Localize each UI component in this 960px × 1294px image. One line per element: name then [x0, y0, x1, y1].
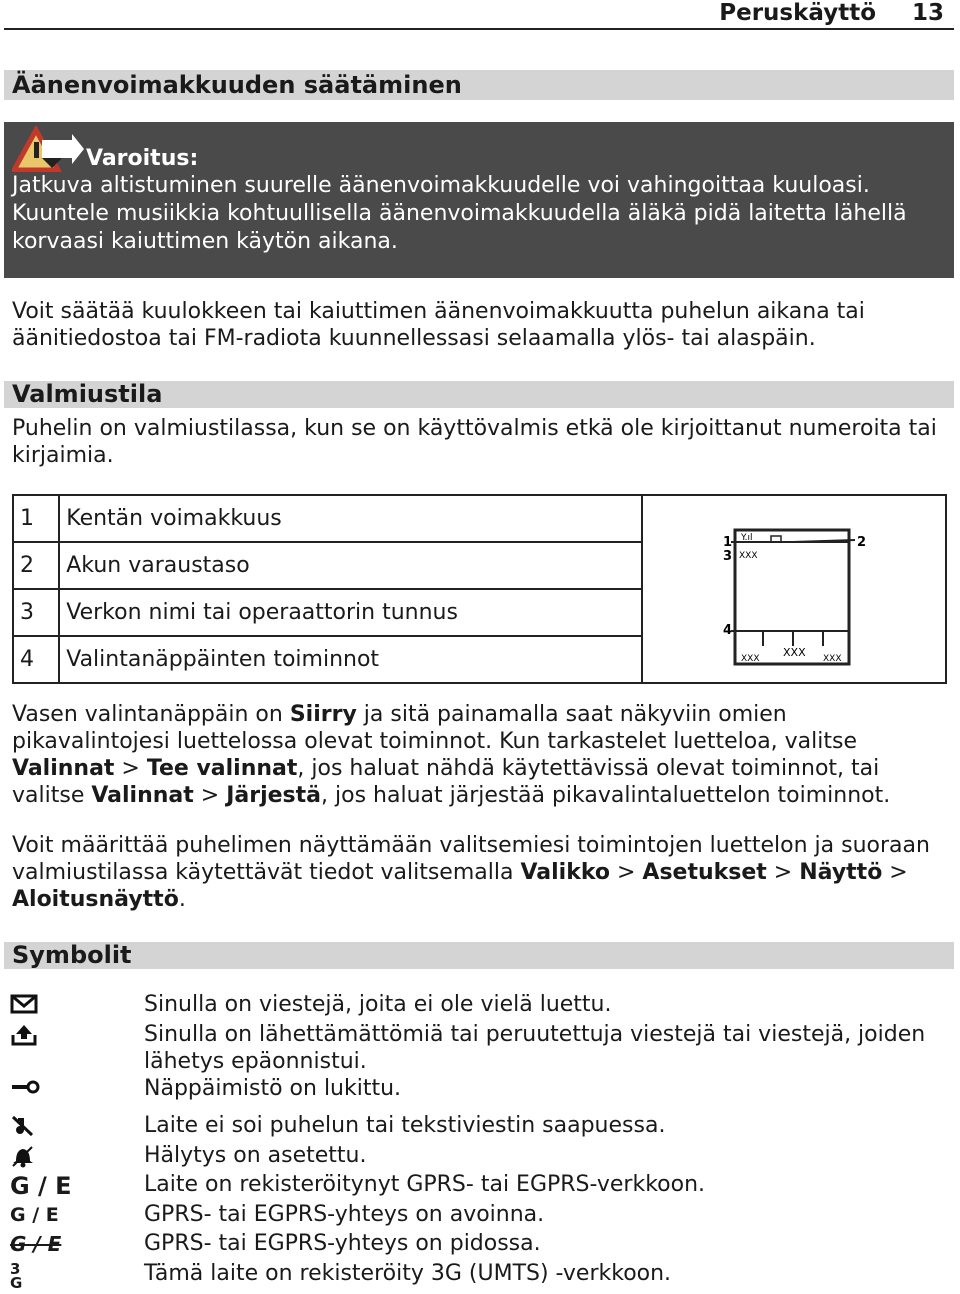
- aloitusnaytto-term: Aloitusnäyttö: [12, 887, 179, 912]
- page-header: [4, 0, 954, 30]
- symbol-row: [0, 991, 960, 1021]
- item-label: Valintanäppäinten toiminnot: [59, 636, 642, 683]
- valinnat-term: Valinnat: [12, 756, 115, 781]
- volume-heading: Äänenvoimakkuuden säätäminen: [4, 70, 954, 100]
- callout-3: 3: [723, 549, 733, 564]
- symbol-row: [0, 1021, 960, 1079]
- symbol-description: Tämä laite on rekisteröity 3G (UMTS) -verkkoon.: [144, 1261, 672, 1286]
- outbox-icon: [10, 1023, 80, 1049]
- symbol-description: Laite on rekisteröitynyt GPRS- tai EGPRS-verkkoon.: [144, 1172, 706, 1197]
- key-icon: [10, 1077, 80, 1103]
- gprs-registered-icon: G / E: [10, 1172, 72, 1200]
- symbol-description: Näppäimistö on lukittu.: [144, 1076, 402, 1101]
- warning-title: Varoitus:: [86, 146, 199, 171]
- symbol-row: [0, 1142, 960, 1172]
- item-number: 3: [13, 589, 59, 636]
- softkey-paragraph: Vasen valintanäppäin on Siirry ja sitä painamalla saat näkyviin omien pikavalintojesi luettelossa olevat toiminnot. Kun tarkastelet luetteloa, valitse Valinnat > Tee valinnat, jos haluat nähdä käytettävissä olevat toiminnot, tai valitse Valinnat > Järjestä, jos haluat järjestää pikavalintaluettelon toiminnot.: [12, 702, 891, 808]
- display-settings-paragraph: Voit määrittää puhelimen näyttämään valitsemiesi toimintojen luettelon ja suoraan valmiustilassa käytettävät tiedot valitsemalla Valikko > Asetukset > Näyttö > Aloitusnäyttö.: [12, 833, 930, 912]
- alarm-icon: [10, 1144, 80, 1170]
- symbol-description: Hälytys on asetettu.: [144, 1143, 367, 1168]
- standby-screen-diagram: [643, 496, 939, 676]
- jarjesta-term: Järjestä: [226, 783, 322, 808]
- envelope-icon: [10, 993, 80, 1019]
- warning-icon: [12, 126, 84, 176]
- item-label: Akun varaustaso: [59, 542, 642, 589]
- symbols-heading: Symbolit: [4, 942, 954, 969]
- table-row: [13, 495, 946, 542]
- callout-1: 1: [723, 535, 733, 550]
- volume-body: Voit säätää kuulokkeen tai kaiuttimen äänenvoimakkuutta puhelun aikana tai äänitiedostoa tai FM-radiota kuunnellessasi selaamalla ylös- tai alaspäin.: [12, 299, 865, 351]
- item-number: 4: [13, 636, 59, 683]
- section-title: Peruskäyttö: [719, 0, 876, 26]
- naytto-term: Näyttö: [799, 860, 883, 885]
- item-label: Kentän voimakkuus: [59, 495, 642, 542]
- gprs-open-icon: G / E: [10, 1204, 59, 1226]
- svg-text:Y.ıl: Y.ıl: [741, 533, 753, 543]
- symbol-description: Laite ei soi puhelun tai tekstiviestin saapuessa.: [144, 1113, 666, 1138]
- standby-intro: Puhelin on valmiustilassa, kun se on käyttövalmis etkä ole kirjoittanut numeroita tai kirjaimia.: [12, 416, 937, 468]
- warning-box: [4, 122, 954, 278]
- standby-legend-table: [12, 494, 947, 684]
- symbol-row: [0, 1112, 960, 1142]
- softkey-left: XXX: [741, 654, 760, 664]
- callout-2: 2: [857, 535, 867, 550]
- symbol-description: GPRS- tai EGPRS-yhteys on avoinna.: [144, 1202, 545, 1227]
- item-number: 1: [13, 495, 59, 542]
- symbol-description: Sinulla on lähettämättömiä tai peruutettuja viestejä tai viestejä, joiden lähetys epäonnistui.: [144, 1022, 926, 1074]
- item-label: Verkon nimi tai operaattorin tunnus: [59, 589, 642, 636]
- valinnat-term-2: Valinnat: [91, 783, 194, 808]
- symbol-row: [0, 1171, 960, 1201]
- svg-text:XXX: XXX: [739, 551, 758, 561]
- 3g-icon: 3G: [10, 1260, 23, 1292]
- page-number: 13: [911, 0, 944, 26]
- symbol-row: [0, 1230, 960, 1260]
- softkey-middle: XXX: [783, 646, 806, 659]
- standby-heading: Valmiustila: [4, 381, 954, 408]
- symbol-description: GPRS- tai EGPRS-yhteys on pidossa.: [144, 1231, 541, 1256]
- gprs-hold-icon: G / E: [10, 1232, 62, 1256]
- symbol-row: [0, 1075, 960, 1105]
- asetukset-term: Asetukset: [642, 860, 767, 885]
- symbol-row: [0, 1201, 960, 1231]
- symbol-row: [0, 1260, 960, 1290]
- standby-diagram-cell: [642, 495, 946, 683]
- tee-valinnat-term: Tee valinnat: [146, 756, 298, 781]
- warning-text: Jatkuva altistuminen suurelle äänenvoimakkuudelle voi vahingoittaa kuuloasi. Kuuntele musiikkia kohtuullisella äänenvoimakkuudella äläkä pidä laitetta lähellä korvaasi kaiuttimen käytön aikana.: [12, 173, 907, 254]
- callout-4: 4: [723, 623, 733, 638]
- silent-icon: [10, 1114, 80, 1140]
- siirry-term: Siirry: [289, 702, 357, 727]
- item-number: 2: [13, 542, 59, 589]
- softkey-right: XXX: [823, 654, 842, 664]
- valikko-term: Valikko: [520, 860, 610, 885]
- symbol-description: Sinulla on viestejä, joita ei ole vielä luettu.: [144, 992, 612, 1017]
